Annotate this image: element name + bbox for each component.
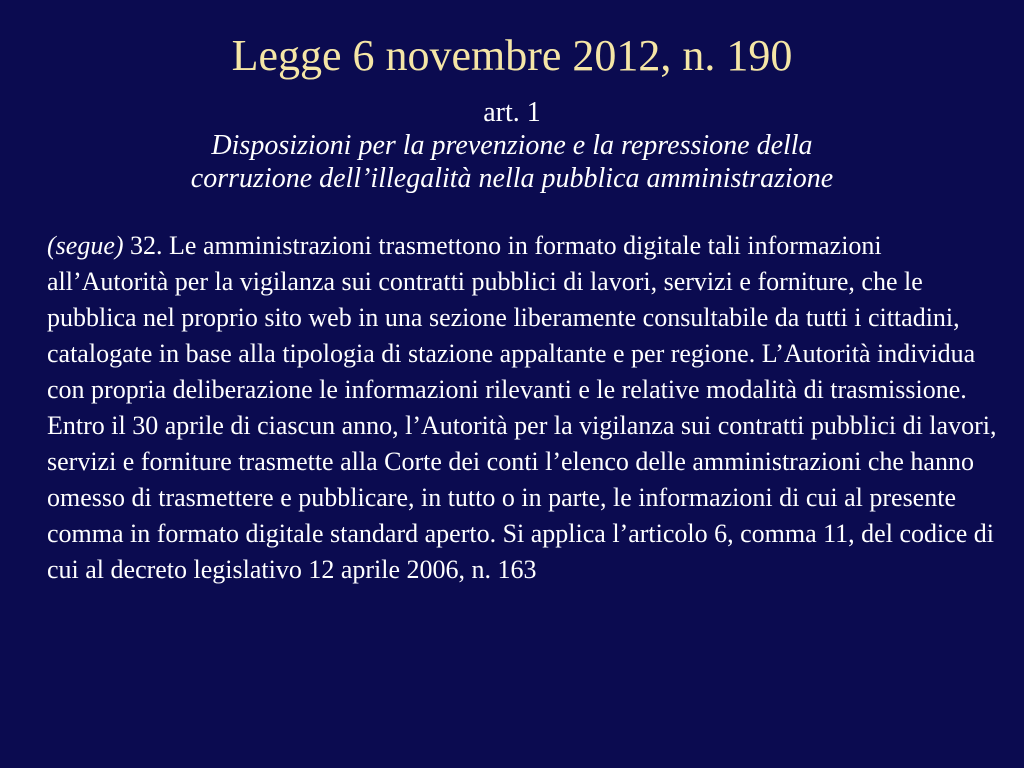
article-heading [40,96,984,195]
article-title-line-1: Disposizioni per la prevenzione e la repressione della [211,130,813,161]
segue-label: (segue) [47,231,124,260]
article-number: art. 1 [483,97,541,128]
article-body [47,228,997,588]
article-body-text: 32. Le amministrazioni trasmettono in formato digitale tali informazioni all’Autorità per la vigilanza sui contratti pubblici di lavori, servizi e forniture, che le pubblica nel proprio sito web in una sezione liberamente consultabile da tutti i cittadini, catalogate in base alla tipologia di stazione appaltante e per regione. L’Autorità individua con propria deliberazione le informazioni rilevanti e le relative modalità di trasmissione. Entro il 30 aprile di ciascun anno, l’Autorità per la vigilanza sui contratti pubblici di lavori, servizi e forniture trasmette alla Corte dei conti l’elenco delle amministrazioni che hanno omesso di trasmettere e pubblicare, in tutto o in parte, le informazioni di cui al presente comma in formato digitale standard aperto. Si applica l’articolo 6, comma 11, del codice di cui al decreto legislativo 12 aprile 2006, n. 163 [47,231,997,584]
slide-title: Legge 6 novembre 2012, n. 190 [231,31,793,80]
article-title-line-2: corruzione dell’illegalità nella pubblica amministrazione [190,163,834,194]
